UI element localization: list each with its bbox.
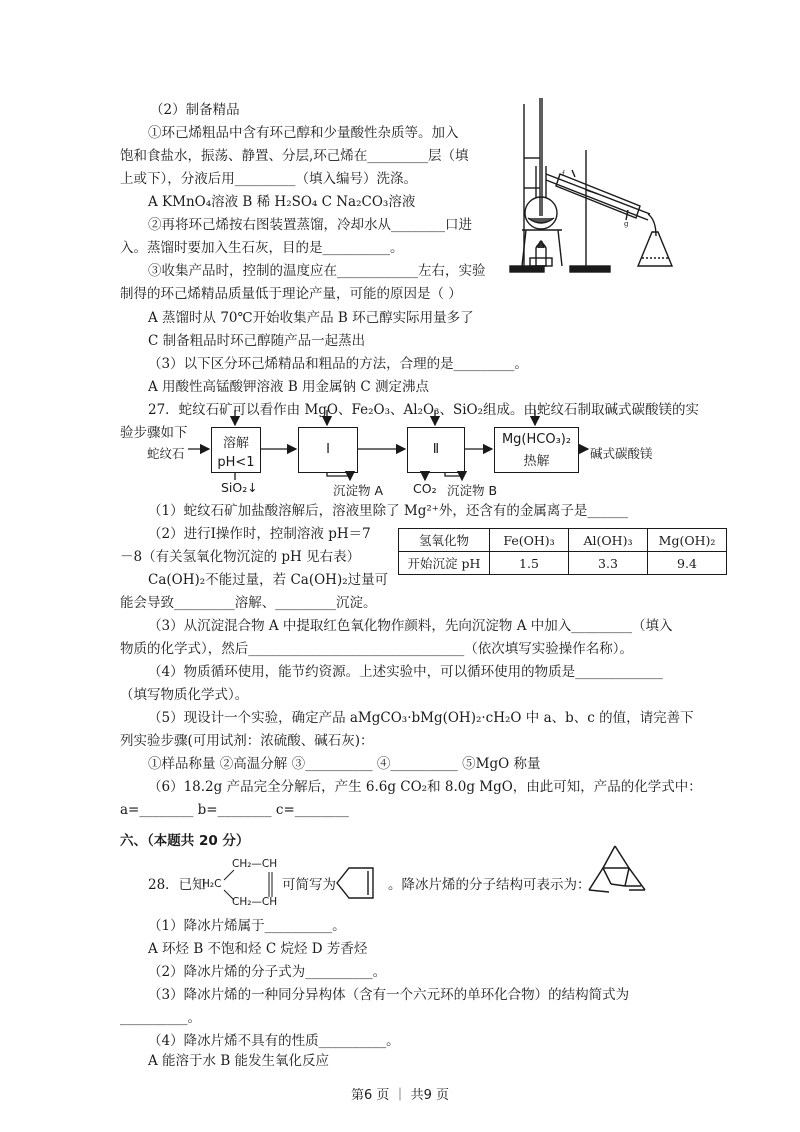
question-text: 物质的化学式），然后________________________________（依次填写实验操作名称）。 — [120, 641, 633, 657]
option-line: A 蒸馏时从 70℃开始收集产品 B 环己醇实际用量多了 — [148, 310, 474, 326]
question-text: （4）降冰片烯不具有的性质__________。 — [148, 1033, 400, 1049]
option-line: A 用酸性高锰酸钾溶液 B 用金属钠 C 测定沸点 — [148, 379, 429, 395]
subsection-heading: （2）制备精品 — [150, 102, 240, 118]
question-text: 饱和食盐水，振荡、静置、分层,环己烯在_________层（填 — [120, 148, 469, 164]
option-line: C 制备粗品时环己醇随产品一起蒸出 — [148, 333, 366, 349]
question-text: 上或下），分液后用_________（填入编号）洗涤。 — [120, 171, 417, 187]
option-line: A 能溶于水 B 能发生氧化反应 — [148, 1053, 330, 1069]
svg-text:f: f — [562, 170, 565, 178]
flow-output-label: 沉淀物 A — [333, 483, 384, 498]
question-text: ③收集产品时，控制的温度应在____________左右，实验 — [148, 263, 486, 279]
question-text: ②再将环己烯按右图装置蒸馏，冷却水从________口进 — [148, 217, 472, 233]
svg-text:g: g — [624, 220, 629, 228]
table-header-cell: Al(OH)₃ — [569, 529, 648, 552]
question-text: 验步骤如下 — [120, 425, 188, 441]
question-text: ①环己烯粗品中含有环己醇和少量酸性杂质等。加入 — [148, 125, 459, 141]
option-line: A 环烃 B 不饱和烃 C 烷烃 D 芳香烃 — [148, 941, 368, 957]
question-text: （3）降冰片烯的一种同分异构体（含有一个六元环的单环化合物）的结构简式为 — [148, 987, 630, 1003]
question-text: （1）蛇纹石矿加盐酸溶解后，溶液里除了 Mg²⁺外，还含有的金属离子是______ — [148, 503, 628, 519]
option-line: A KMnO₄溶液 B 稀 H₂SO₄ C Na₂CO₃溶液 — [148, 194, 416, 210]
flow-box-text: 溶解 — [222, 436, 249, 451]
flow-box-text: 热解 — [523, 454, 550, 469]
section-heading: 六、（本题共 20 分） — [120, 833, 250, 849]
question-text: 列实验步骤(可用试剂：浓硫酸、碱石灰)： — [120, 733, 374, 749]
flow-box-step-1: Ⅰ — [298, 427, 358, 473]
question-text: （填写物质化学式）。 — [120, 687, 249, 703]
question-text: 。降冰片烯的分子结构可表示为： — [388, 877, 591, 893]
question-text: 28．已知 — [148, 877, 206, 893]
norbornene-structure-icon — [585, 838, 649, 900]
question-text: －8（有关氢氧化物沉淀的 pH 见右表） — [120, 549, 361, 565]
structure-text: CH₂—CH — [232, 858, 278, 870]
question-text: 入。蒸馏时要加入生石灰，目的是__________。 — [120, 240, 404, 256]
table-cell: 9.4 — [648, 552, 727, 575]
question-text: （4）物质循环使用，能节约资源。上述实验中，可以循环使用的物质是_____________ — [148, 664, 663, 680]
question-text: 可简写为 — [282, 877, 336, 893]
page-footer: 第6 页 ｜ 共9 页 — [350, 1088, 450, 1103]
question-text: a=________ b=________ c=________ — [120, 802, 349, 818]
question-text: Ca(OH)₂不能过量，若 Ca(OH)₂过量可 — [148, 572, 389, 588]
question-text: ①样品称量 ②高温分解 ③__________ ④__________ ⑤MgO 称量 — [148, 756, 541, 772]
flow-end-label: 碱式碳酸镁 — [590, 446, 653, 461]
flow-box-text: Mg(HCO₃)₂ — [501, 432, 572, 447]
structure-text: CH₂—CH — [232, 896, 278, 908]
structure-text: H₂C — [202, 878, 222, 890]
cyclopentene-skeletal-icon — [335, 862, 385, 904]
flow-arrows — [0, 0, 800, 500]
table-cell: 3.3 — [569, 552, 648, 575]
flow-start-label: 蛇纹石 — [147, 446, 185, 461]
question-text: （2）进行Ⅰ操作时，控制溶液 pH＝7 — [148, 526, 371, 542]
table-cell: 开始沉淀 pH — [399, 552, 490, 575]
question-text: （1）降冰片烯属于__________。 — [148, 918, 346, 934]
table-header-cell: 氢氧化物 — [399, 529, 490, 552]
question-text: （3）以下区分环己烯精品和粗品的方法，合理的是_________。 — [148, 356, 528, 372]
hydroxide-ph-table — [398, 528, 727, 575]
question-text: （5）现设计一个实验，确定产品 aMgCO₃·bMg(OH)₂·cH₂O 中 a、b、c 的值，请完善下 — [148, 710, 694, 726]
question-text: （6）18.2g 产品完全分解后，产生 6.6g CO₂和 8.0g MgO，由此可知，产品的化学式中： — [148, 779, 702, 795]
table-header-cell: Fe(OH)₃ — [490, 529, 569, 552]
flow-output-label: CO₂ — [413, 481, 437, 496]
flow-output-label: SiO₂↓ — [221, 480, 258, 495]
flow-box-text: pH<1 — [217, 455, 255, 470]
flow-box-step-2: Ⅱ — [407, 427, 465, 473]
flow-output-label: 沉淀物 B — [447, 483, 498, 498]
question-text: （3）从沉淀混合物 A 中提取红色氧化物作颜料，先向沉淀物 A 中加入_________（填入 — [148, 618, 673, 634]
question-text: 制得的环己烯精品质量低于理论产量，可能的原因是（ ） — [120, 286, 462, 302]
table-header-cell: Mg(OH)₂ — [648, 529, 727, 552]
cyclopentene-structure — [202, 858, 282, 914]
table-cell: 1.5 — [490, 552, 569, 575]
question-text: 27．蛇纹石矿可以看作由 MgO、Fe₂O₃、Al₂O₃、SiO₂组成。由蛇纹石制取碱式碳酸镁的实 — [148, 402, 700, 418]
question-text: （2）降冰片烯的分子式为__________。 — [148, 964, 387, 980]
question-text: __________。 — [120, 1010, 201, 1026]
question-text: 能会导致_________溶解、_________沉淀。 — [120, 595, 377, 611]
